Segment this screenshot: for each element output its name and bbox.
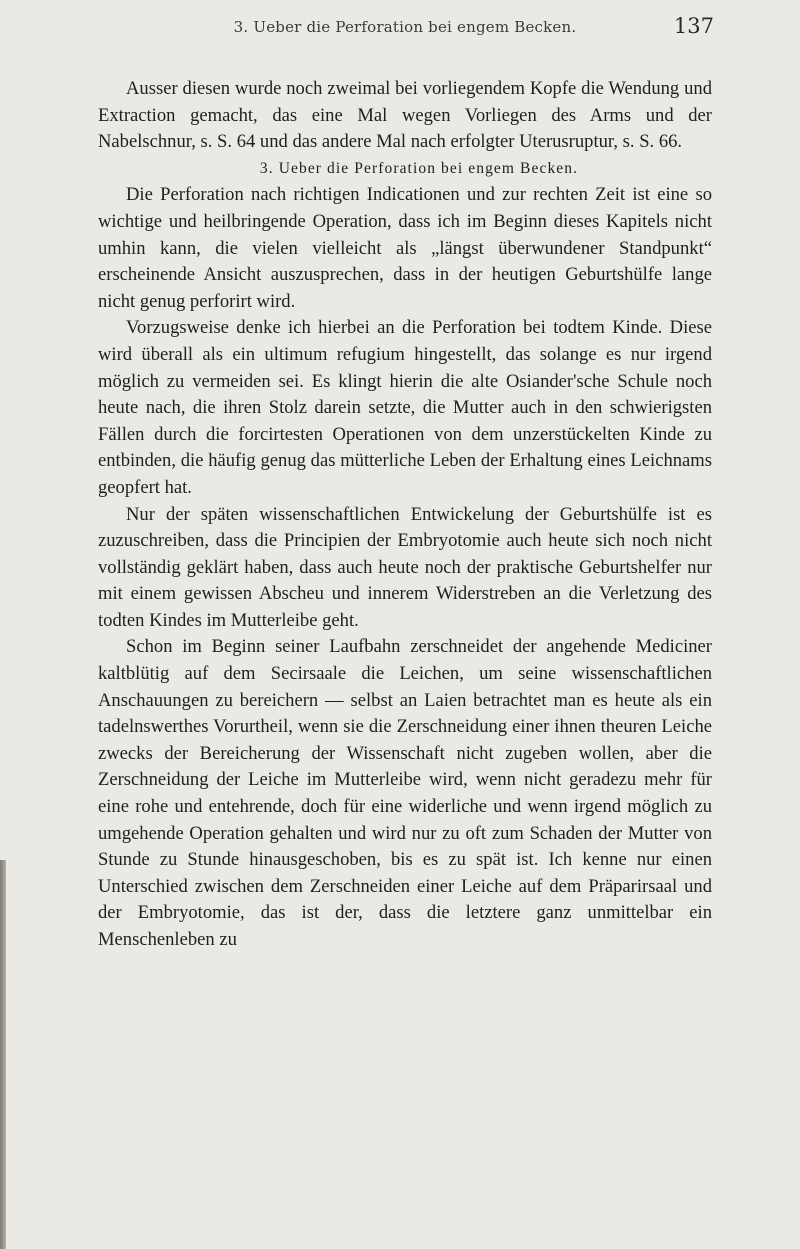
running-head: 3. Ueber die Perforation bei engem Becken.	[233, 18, 577, 36]
paragraph-5: Schon im Beginn seiner Laufbahn zerschneidet der angehende Mediciner kaltblütig auf dem Secirsaale die Leichen, um seine wissenschaftlichen Anschauungen zu bereichern — selbst an Laien betrachtet man es heute als ein tadelnswerthes Vorurtheil, wenn sie die Zerschneidung einer ihnen theuren Leiche zwecks der Bereicherung der Wissenschaft nicht zugeben wollen, aber die Zerschneidung der Leiche im Mutterleibe wird, wenn nicht geradezu mehr für eine rohe und entehrende, doch für eine widerliche und wenn irgend möglich zu umgehende Operation gehalten und wird nur zu oft zum Schaden der Mutter von Stunde zu Stunde hinausgeschoben, bis es zu spät ist. Ich kenne nur einen Unterschied zwischen dem Zerschneiden einer Leiche auf dem Präparirsaal und der Embryotomie, das ist der, dass die letztere ganz unmittelbar ein Menschenleben zu	[98, 636, 712, 950]
paragraph-2: Die Perforation nach richtigen Indicationen und zur rechten Zeit ist eine so wichtige und heilbringende Operation, dass ich im Beginn dieses Kapitels nicht umhin kann, die vielen vielleicht als „längst überwundener Standpunkt“ erscheinende Ansicht auszusprechen, dass in der heutigen Geburtshülfe lange nicht genug perforirt wird.	[98, 184, 712, 312]
page-edge-shadow	[0, 860, 6, 1249]
section-heading: 3. Ueber die Perforation bei engem Becken.	[259, 159, 579, 177]
paragraph-1: Ausser diesen wurde noch zweimal bei vorliegendem Kopfe die Wendung und Extraction gemacht, das eine Mal wegen Vorliegen des Arms und der Nabelschnur, s. S. 64 und das andere Mal nach erfolgter Uterusruptur, s. S. 66.	[98, 78, 712, 153]
paragraph-4: Nur der späten wissenschaftlichen Entwickelung der Geburtshülfe ist es zuzuschreiben, dass die Principien der Embryotomie auch heute sich noch nicht vollständig geklärt haben, dass auch heute noch der praktische Geburtshelfer nur mit einem gewissen Abscheu und innerem Widerstreben an die Verletzung des todten Kindes im Mutterleibe geht.	[98, 503, 712, 631]
paragraph-3: Vorzugsweise denke ich hierbei an die Perforation bei todtem Kinde. Diese wird überall als ein ultimum refugium hingestellt, das solange es nur irgend möglich zu vermeiden sei. Es klingt hierin die alte Osiander'sche Schule noch heute nach, die ihren Stolz darein setzte, die Mutter auch in den schwierigsten Fällen durch die forcirtesten Operationen von dem unzerstückelten Kinde zu entbinden, die häufig genug das mütterliche Leben der Erhaltung eines Leichnams geopfert hat.	[98, 317, 712, 498]
page-number: 137	[673, 14, 714, 38]
page-header	[96, 14, 714, 42]
body-text	[98, 76, 712, 954]
